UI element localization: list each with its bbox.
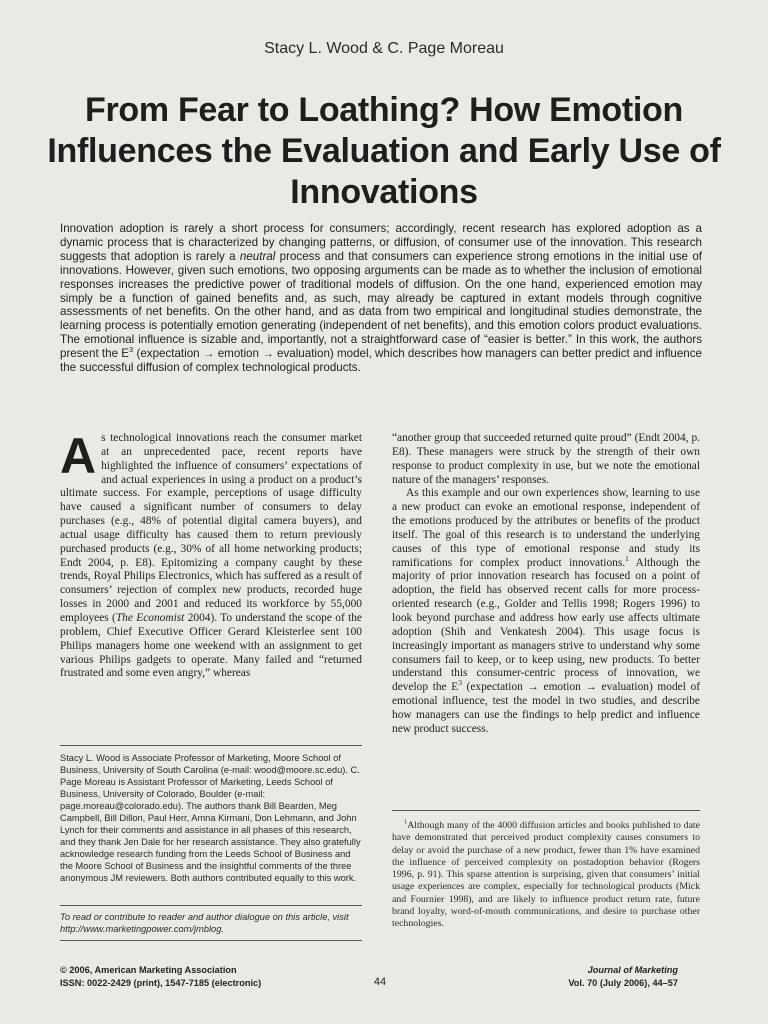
page-number: 44	[373, 976, 387, 988]
footer-journal-block	[480, 964, 678, 990]
abstract-text-2: process and that consumers can experience strong emotions in the initial use of innovations. However, given such emotions, two opposing arguments can be made as to whether the inclusion of emotional responses increases the predictive power of traditional models of diffusion. On the one hand, experienced emotion may simply be a function of gained benefits and, as such, may already be captured in extant models through cognitive assessments of net benefits. On the other hand, and as data from two empirical and longitudinal studies demonstrate, the learning process is potentially emotion generating (independent of net benefits), and this emotion colors product evaluations. The emotional influence is sizable and, importantly, not a straightforward case of “easier is better.” In this work, the authors present the E	[60, 249, 702, 361]
citation-economist: The Economist	[115, 611, 185, 624]
footnote	[392, 820, 700, 931]
author-line: Stacy L. Wood & C. Page Moreau	[264, 40, 504, 57]
author-affiliation-note: Stacy L. Wood is Associate Professor of Marketing, Moore School of Business, University of South Carolina (e-mail: wood@moore.sc.edu). C. Page Moreau is Assistant Professor of Marketing, Leeds School of Business, University of Colorado, Boulder (e-mail: page.moreau@colorado.edu). The authors thank Bill Bearden, Meg Campbell, Bill Dillon, Paul Herr, Amna Kirmani, Don Lehmann, and John Lynch for their comments and assistance in all phases of this research, and they thank Jen Dale for her research assistance. They also gratefully acknowledge research funding from the Leeds School of Business and the Moore School of Business and the insightful comments of the three anonymous JM reviewers. Both authors contributed equally to this work.	[60, 753, 361, 883]
volume-line: Vol. 70 (July 2006), 44–57	[568, 978, 678, 988]
footnote-text: Although many of the 4000 diffusion articles and books published to date have demonstrated that perceived product complexity causes consumers to delay or avoid the purchase of a new product, fewer than 1% have examined the influence of perceived complexity on postadoption behavior (Rogers 1996, p. 91). This sparse attention is surprising, given that consumers’ initial usage experiences are complex, especially for technological products (Mick and Fournier 1998), and are likely to influence product return rate, future brand loyalty, word-of-mouth communications, and desire to purchase other technologies.	[392, 820, 700, 930]
abstract-text-1: Innovation adoption is rarely a short process for consumers; accordingly, recent research has explored adoption as a dynamic process that is characterized by changing patterns, or diffusion, of consumer use of the innovation. This research suggests that adoption is rarely a	[60, 222, 702, 263]
affiliation-divider	[60, 745, 362, 746]
journal-name: Journal of Marketing	[587, 965, 678, 975]
dialogue-divider	[60, 905, 362, 906]
body-column-left	[60, 428, 362, 681]
e3-superscript: 3	[458, 678, 462, 688]
drop-cap: A	[60, 428, 97, 484]
goal-text-end: (expectation → emotion → evaluation) model of emotional influence, test the model in two studies, and describe how managers can use the findings to help predict and influence new product success.	[392, 681, 700, 735]
dialogue-note: To read or contribute to reader and author dialogue on this article, visit http://www.marketingpower.com/jmblog.	[60, 912, 349, 934]
paragraph-goal	[392, 487, 700, 736]
abstract-superscript: 3	[129, 345, 134, 355]
goal-text: As this example and our own experiences show, learning to use a new product can evoke an emotional response, independent of the emotions produced by the attributes or benefits of the product itself. The goal of this research is to understand the underlying causes of this type of emotional response and study its ramifications for complex product innovations.	[392, 487, 700, 569]
copyright-line: © 2006, American Marketing Association	[60, 965, 237, 975]
footnote-marker: 1	[625, 553, 629, 563]
intro-paragraph	[60, 428, 362, 681]
intro-text: s technological innovations reach the consumer market at an unprecedented pace, recent reports have highlighted the influence of consumers’ expectations of and actual experiences in using a product on a product’s ultimate success. For example, perceptions of usage difficulty have caused a significant number of consumers to delay purchases (e.g., 48% of potential digital camera buyers), and actual usage difficulty has caused them to return previously purchased products (e.g., 30% of all home networking products; Endt 2004, p. E8). Epitomizing a company caught by these trends, Royal Philips Electronics, which has suffered as a result of consumers’ rejection of complex new products, recorded huge losses in 2000 and 2001 and reduced its workforce by 55,000 employees (	[60, 432, 362, 624]
article-title: From Fear to Loathing? How Emotion Influences the Evaluation and Early Use of Innovations	[47, 91, 721, 211]
goal-text-continued: Although the majority of prior innovation research has focused on a point of adoption, the field has observed recent calls for more process-oriented research (e.g., Golder and Tellis 1998; Rogers 1996) to look beyond purchase and address how early use affects ultimate adoption (Shih and Venkatesh 2004). This usage focus is increasingly important as managers strive to understand why some consumers fail to keep, or to keep using, new products. To better understand this consumer-centric process of innovation, we develop the E	[392, 556, 701, 694]
intro-text-continued: 2004). To understand the scope of the problem, Chief Executive Officer Gerard Kleisterlee sent 100 Philips managers home one weekend with an assignment to get various Philips gadgets to operate. Many failed and “returned frustrated and some even angry,” whereas	[60, 611, 362, 680]
body-column-right	[392, 432, 700, 737]
footer-copyright-block	[60, 964, 320, 990]
issn-line: ISSN: 0022-2429 (print), 1547-7185 (electronic)	[60, 978, 262, 988]
footnote-divider	[392, 810, 700, 811]
abstract	[60, 222, 702, 375]
footnote-number: 1	[404, 818, 408, 826]
dialogue-bottom-divider	[60, 940, 362, 941]
abstract-text-3: (expectation → emotion → evaluation) model, which describes how managers can better predict and influence the successful diffusion of complex technological products.	[60, 347, 702, 375]
abstract-emphasis: neutral	[239, 249, 276, 263]
paragraph-continued: “another group that succeeded returned quite proud” (Endt 2004, p. E8). These managers were struck by the strength of their own response to product complexity in use, but we note the emotional nature of the managers’ responses.	[392, 432, 700, 486]
